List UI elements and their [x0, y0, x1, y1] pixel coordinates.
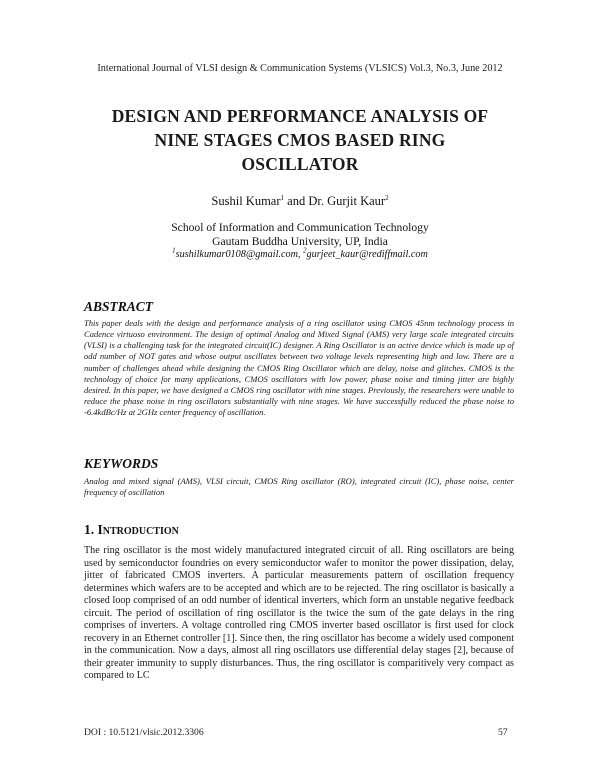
author-1-mark: 1: [280, 193, 285, 202]
abstract-heading: ABSTRACT: [84, 299, 154, 314]
author-2: Dr. Gurjit Kaur: [308, 194, 386, 208]
title-line-3: OSCILLATOR: [241, 154, 359, 174]
abstract-body: This paper deals with the design and performance analysis of a ring oscillator using CMOS 45nm technology process in Cadence virtuoso environment. The design of optimal Analog and Mixed Signal (AMS) very large scale integrated circuits (VLSI) is a challenging task for the integrated circuit(IC) designer. A Ring Oscillator is an active device which is made up of odd number of NOT gates and whose output oscillates between two voltage levels representing high and low. There are a number of challenges ahead while designing the CMOS Ring Oscillator which are delay, noise and glitches. CMOS is the technology of choice for many applications, CMOS oscillators with low power, phase noise and timing jitter are highly desired. In this paper, we have designed a CMOS ring oscillator with nine stages. Previously, the researchers were unable to reduce the phase noise in ring oscillators substantially with nine stages. We have successfully reduced the phase noise to -6.4kdBc/Hz at 2GHz center frequency of oscillation.: [84, 318, 514, 418]
affiliation-school: School of Information and Communication Technology: [171, 221, 429, 234]
introduction-body: The ring oscillator is the most widely manufactured integrated circuit of all. Ring oscillators are being used by semiconductor foundries on every semiconductor wafer to monitor the power dissipation, delay, jitter of fabricated CMOS inverters. A particular measurements pattern of oscillation frequency determines which wafers are to be accepted and which are to be rejected. The ring oscillator is basically a closed loop comprised of an odd number of identical inverters, which form an unstable negative feedback circuit. The period of oscillation of ring oscillator is the twice the sum of the gate delays in the ring comprises of inverters. A voltage controlled ring CMOS inverter based oscillator is first used for clock recovery in an Ethernet controller [1]. Since then, the ring oscillator has become a widely used component in the communication. Now a days, almost all ring oscillators use differential delay stages [2], because of their greater immunity to supply disturbances. Thus, the ring oscillator is comparitively very compact as compared to LC: [84, 545, 514, 682]
affiliation-block: [0, 221, 600, 262]
email-1-mark: 1: [172, 246, 176, 255]
introduction-heading: [84, 522, 179, 538]
author-1: Sushil Kumar: [211, 194, 281, 208]
email-2-mark: 2: [303, 246, 307, 255]
author-connector: and: [284, 194, 309, 208]
keywords-heading: KEYWORDS: [84, 456, 159, 471]
intro-heading-rest: NTRODUCTION: [102, 526, 179, 537]
keywords-body: Analog and mixed signal (AMS), VLSI circuit, CMOS Ring oscillator (RO), integrated circuit (IC), phase noise, center frequency of oscillation: [84, 476, 514, 498]
title-line-2: NINE STAGES CMOS BASED RING: [154, 130, 446, 150]
title-line-1: DESIGN AND PERFORMANCE ANALYSIS OF: [111, 106, 489, 126]
email-2: gurjeet_kaur@rediffmail.com: [306, 249, 428, 260]
email-1: sushilkumar0108@gmail.com,: [175, 249, 304, 260]
page-number: 57: [498, 727, 508, 738]
journal-header: International Journal of VLSI design & Communication Systems (VLSICS) Vol.3, No.3, June 2012: [97, 63, 503, 74]
footer-doi: DOI : 10.5121/vlsic.2012.3306: [84, 727, 204, 738]
author-2-mark: 2: [385, 193, 389, 202]
intro-number: 1. I: [84, 522, 103, 537]
affiliation-university: Gautam Buddha University, UP, India: [212, 234, 388, 248]
author-emails: [0, 248, 600, 262]
authors-line: [0, 194, 600, 209]
paper-title: [60, 104, 540, 176]
